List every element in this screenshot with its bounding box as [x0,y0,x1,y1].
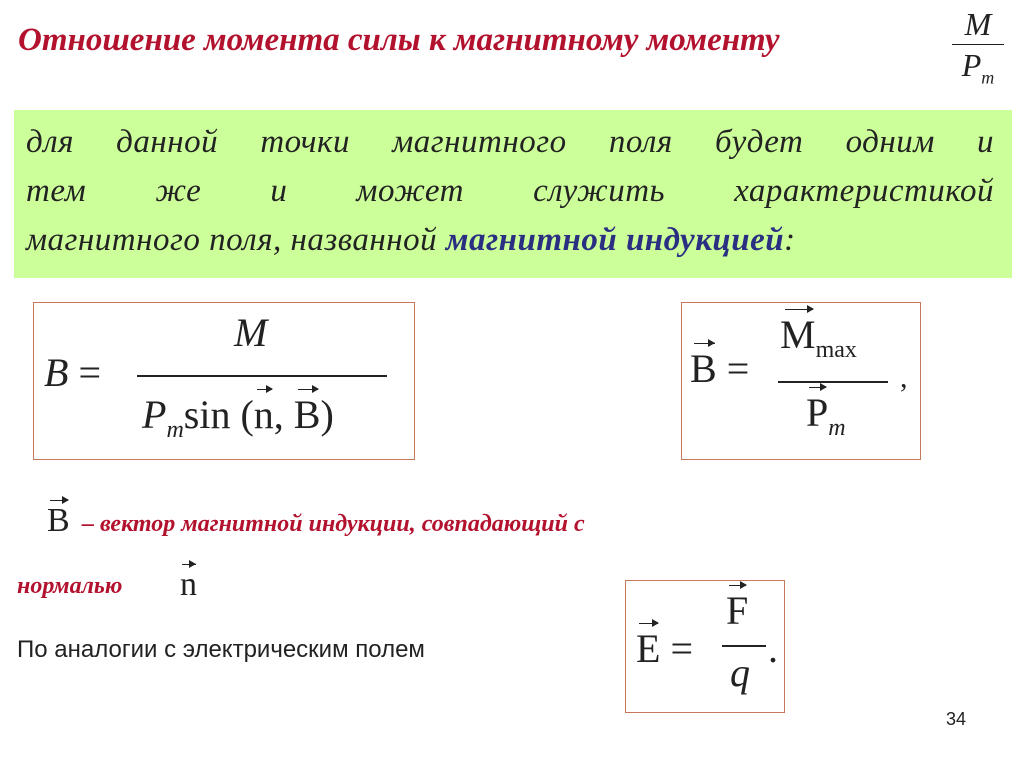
title-fraction [952,6,1004,95]
formula-box-scalar [33,302,415,460]
vector-F: F [726,588,749,633]
formula3-period: . [768,626,778,671]
definition-line-2: нормалью [17,573,123,599]
page-number: 34 [945,709,966,729]
formula3-numerator [726,587,748,634]
vector-P: P [806,390,829,435]
title-fraction-denominator: $P_m$ [961,47,995,88]
title-fraction-bar [952,44,1004,45]
definition-symbol-n: n [180,566,197,603]
highlight-line-3: магнитного поля, названной магнитной индукцией: [26,222,796,258]
formula1-fraction-bar [137,375,387,377]
highlight-line-1: для данной точки магнитного поля будет одним и [26,124,994,160]
definition-symbol-B: B [47,502,70,539]
formula2-fraction-bar [778,381,888,383]
formula3-denominator: q [730,650,750,695]
analogy-text: По аналогии с электрическим полем [17,636,425,663]
vector-B-lhs: B [690,346,717,391]
highlight-paragraph [14,110,1012,278]
formula-box-electric [625,580,785,713]
vector-B: B [293,392,321,437]
formula2-denominator: $P_m$ [806,390,846,441]
highlight-line-2: тем же и может служить характеристикой [26,173,994,209]
magnetic-induction-term: магнитной индукцией [445,222,785,258]
formula1-numerator: M [234,310,268,355]
formula-box-vector [681,302,921,460]
formula3-lhs: E = [636,626,693,671]
slide-title: Отношение момента силы к магнитному моменту [18,22,780,58]
vector-E: E [636,626,661,671]
title-fraction-numerator: M [964,6,992,42]
formula3-fraction-bar [722,645,766,647]
vector-M: M [780,312,816,357]
definition-line-1: – вектор магнитной индукции, совпадающий с [82,511,585,537]
formula2-lhs: B = [690,346,750,391]
vector-n: n [253,392,274,437]
formula1-lhs: B = [44,350,101,395]
formula2-comma: , [900,361,908,394]
formula1-denominator: $P_m\sin$ (n, B) [142,392,334,443]
formula2-numerator: $M_{max}$ [780,312,857,363]
